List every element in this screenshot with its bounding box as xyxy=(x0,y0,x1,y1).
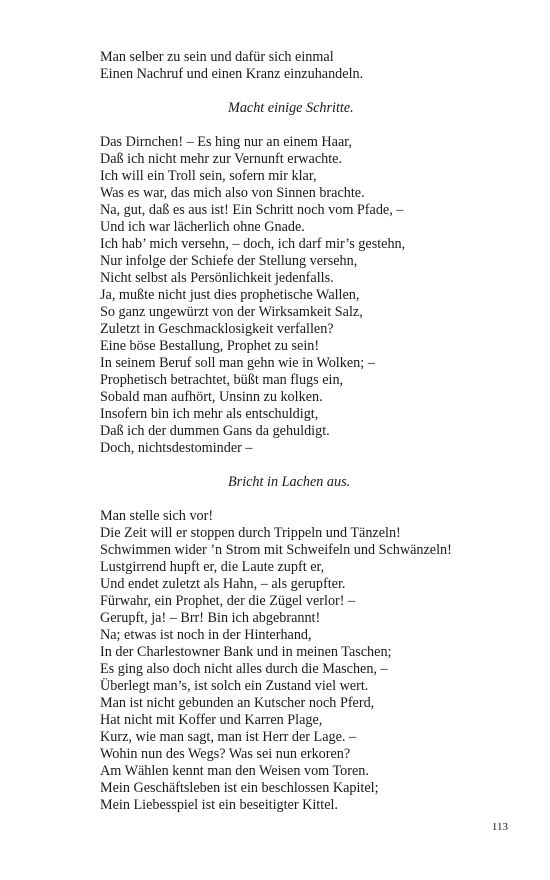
verse-line: Zuletzt in Geschmacklosigkeit verfallen? xyxy=(100,321,334,337)
stage-direction: Bricht in Lachen aus. xyxy=(228,474,351,490)
verse-line: Hat nicht mit Koffer und Karren Plage, xyxy=(100,712,323,728)
verse-line: Lustgirrend hupft er, die Laute zupft er, xyxy=(100,559,325,575)
verse-line: Fürwahr, ein Prophet, der die Zügel verlor! – xyxy=(100,593,356,609)
verse-line: Mein Geschäftsleben ist ein beschlossen Kapitel; xyxy=(100,780,379,796)
verse-line: Daß ich der dummen Gans da gehuldigt. xyxy=(100,423,330,439)
stanza-gap xyxy=(100,457,520,474)
verse-line: Man ist nicht gebunden an Kutscher noch Pferd, xyxy=(100,695,375,711)
verse-line: Das Dirnchen! – Es hing nur an einem Haar, xyxy=(100,134,352,150)
verse-line: Einen Nachruf und einen Kranz einzuhandeln. xyxy=(100,66,364,82)
stanza-gap xyxy=(100,491,520,508)
stanza-3 xyxy=(100,508,520,814)
verse-line: Man stelle sich vor! xyxy=(100,508,214,524)
verse-line: Kurz, wie man sagt, man ist Herr der Lage. – xyxy=(100,729,357,745)
verse-line: Ja, mußte nicht just dies prophetische Wallen, xyxy=(100,287,360,303)
verse-line: Sobald man aufhört, Unsinn zu kolken. xyxy=(100,389,323,405)
verse-line: Mein Liebesspiel ist ein beseitigter Kittel. xyxy=(100,797,338,813)
verse-line: Es ging also doch nicht alles durch die Maschen, – xyxy=(100,661,388,677)
verse-line: Na; etwas ist noch in der Hinterhand, xyxy=(100,627,312,643)
verse-line: So ganz ungewürzt von der Wirksamkeit Salz, xyxy=(100,304,363,320)
verse-line: Ich hab’ mich versehn, – doch, ich darf mir’s gestehn, xyxy=(100,236,406,252)
verse-line: Daß ich nicht mehr zur Vernunft erwachte. xyxy=(100,151,343,167)
verse-line: Man selber zu sein und dafür sich einmal xyxy=(100,49,334,65)
verse-line: Die Zeit will er stoppen durch Trippeln und Tänzeln! xyxy=(100,525,401,541)
stanza-1 xyxy=(100,49,520,83)
verse-line: Und endet zuletzt als Hahn, – als gerupfter. xyxy=(100,576,346,592)
verse-line: Nicht selbst als Persönlichkeit jedenfalls. xyxy=(100,270,334,286)
verse-line: Am Wählen kennt man den Weisen vom Toren. xyxy=(100,763,369,779)
verse-line: Ich will ein Troll sein, sofern mir klar, xyxy=(100,168,317,184)
page-number: 113 xyxy=(491,821,508,833)
verse-line: Eine böse Bestallung, Prophet zu sein! xyxy=(100,338,320,354)
stanza-2 xyxy=(100,134,520,457)
verse-line: Was es war, das mich also von Sinnen brachte. xyxy=(100,185,365,201)
verse-line: Nur infolge der Schiefe der Stellung versehn, xyxy=(100,253,358,269)
verse-line: Na, gut, daß es aus ist! Ein Schritt noch vom Pfade, – xyxy=(100,202,404,218)
verse-line: Insofern bin ich mehr als entschuldigt, xyxy=(100,406,319,422)
stage-direction: Macht einige Schritte. xyxy=(228,100,354,116)
verse-line: In der Charlestowner Bank und in meinen Taschen; xyxy=(100,644,392,660)
stanza-gap xyxy=(100,83,520,100)
verse-line: Doch, nichtsdestominder – xyxy=(100,440,253,456)
verse-text xyxy=(100,49,520,814)
verse-line: Schwimmen wider ’n Strom mit Schweifeln und Schwänzeln! xyxy=(100,542,452,558)
verse-line: Und ich war lächerlich ohne Gnade. xyxy=(100,219,305,235)
verse-line: Wohin nun des Wegs? Was sei nun erkoren? xyxy=(100,746,351,762)
verse-line: In seinem Beruf soll man gehn wie in Wolken; – xyxy=(100,355,375,371)
stanza-gap xyxy=(100,117,520,134)
verse-line: Gerupft, ja! – Brr! Bin ich abgebrannt! xyxy=(100,610,321,626)
verse-line: Überlegt man’s, ist solch ein Zustand viel wert. xyxy=(100,678,369,694)
verse-line: Prophetisch betrachtet, büßt man flugs ein, xyxy=(100,372,344,388)
